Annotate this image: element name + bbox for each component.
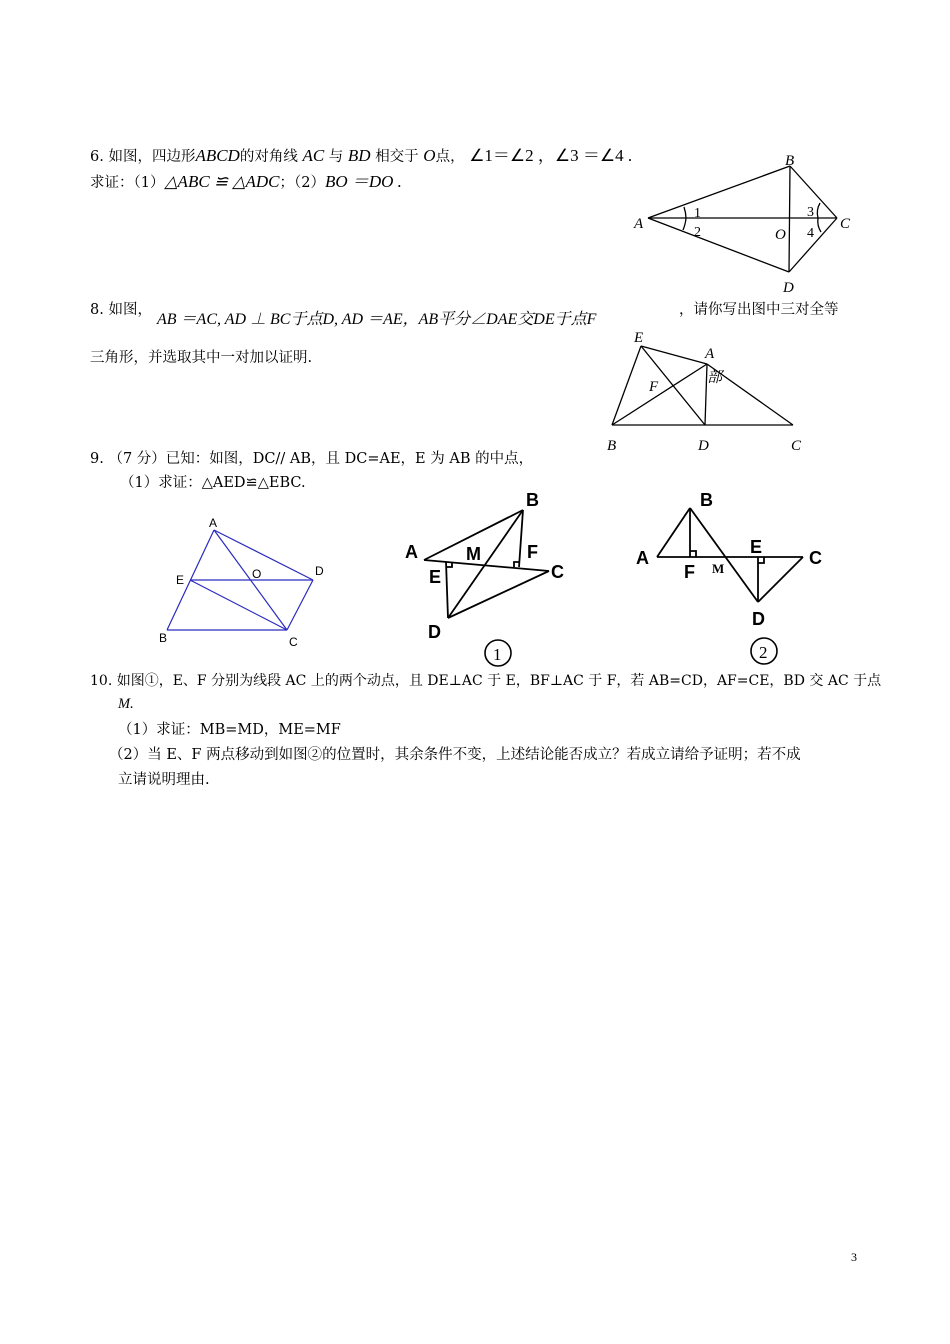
- fig10a-bf: [519, 510, 523, 567]
- q6-angles: ∠1＝∠2 ，∠3 ＝∠4 .: [469, 146, 633, 165]
- fig10b-label-a: A: [636, 548, 649, 568]
- fig6-ab: [648, 166, 790, 218]
- fig9-label-a: A: [209, 516, 218, 530]
- fig10b-ab: [657, 508, 690, 557]
- fig8-ea: [641, 346, 707, 364]
- q6-prefix: 6. 如图，四边形: [90, 149, 196, 165]
- q6-line2: [90, 172, 402, 193]
- q6-mid3: 点，: [435, 149, 465, 165]
- fig10a-label-m: M: [466, 544, 481, 564]
- fig10b-circle-label: 2: [759, 643, 768, 662]
- q6-yu: 与: [328, 149, 344, 165]
- fig8-label-f: F: [649, 379, 659, 395]
- fig10a-label-d: D: [428, 622, 441, 642]
- fig10a-label-f: F: [527, 542, 538, 562]
- q6-ac: AC: [302, 146, 325, 165]
- q9-line2: （1）求证：△AED≌△EBC.: [120, 475, 306, 491]
- fig6-label-2: 2: [694, 225, 701, 240]
- fig8-eb: [612, 346, 641, 425]
- fig10a-label-a: A: [405, 542, 418, 562]
- fig10a-de: [446, 562, 448, 618]
- fig10a-label-b: B: [526, 490, 539, 510]
- figure-9: [155, 510, 335, 650]
- fig8-label-d: D: [698, 438, 709, 454]
- fig6-label-4: 4: [807, 226, 814, 241]
- fig9-label-c: C: [289, 635, 298, 649]
- q10-line1b: M.: [118, 696, 134, 712]
- q10-line3: （2）当 E、F 两点移动到如图②的位置时，其余条件不变，上述结论能否成立？若成立请给予证明；若不成: [109, 747, 801, 763]
- q10-line1: 10. 如图①，E、F 分别为线段 AC 上的两个动点，且 DE⊥AC 于 E，BF⊥AC 于 F，若 AB=CD，AF=CE，BD 交 AC 于点: [90, 673, 882, 689]
- q8-suffix: ，请你写出图中三对全等: [679, 302, 839, 318]
- q8-line1: [90, 300, 152, 320]
- fig8-label-a: A: [705, 346, 715, 362]
- q6-mid1: 的对角线: [239, 149, 298, 165]
- q10-line4: 立请说明理由.: [118, 772, 210, 788]
- q6-o: O: [423, 146, 436, 165]
- fig9-dc: [287, 580, 313, 630]
- fig10b-label-f: F: [684, 562, 695, 582]
- fig10b-label-d: D: [752, 609, 765, 629]
- fig10a-label-c: C: [551, 562, 564, 582]
- fig8-label-b: B: [607, 438, 617, 454]
- fig6-arc-c2: [818, 218, 821, 232]
- q8-math: AB ＝AC, AD ⊥ BC于点D, AD ＝AE，AB平分∠DAE交DE于点F: [157, 311, 597, 328]
- fig9-label-e: E: [176, 573, 185, 587]
- fig10a-circle-label: 1: [493, 645, 502, 664]
- fig6-label-a: A: [634, 216, 644, 232]
- fig8-label-e: E: [634, 330, 644, 346]
- fig10b-label-m: M: [712, 561, 725, 576]
- fig6-label-d: D: [783, 280, 794, 296]
- fig6-label-c: C: [840, 216, 851, 232]
- fig6-arc-a2: [683, 218, 686, 230]
- q8-prefix: 8. 如图，: [90, 302, 152, 318]
- fig8-label-c: C: [791, 438, 802, 454]
- fig10b-label-e: E: [750, 537, 763, 557]
- q6-cong: △ABC ≌ △ADC: [164, 172, 280, 191]
- fig10b-bd: [690, 508, 758, 602]
- fig9-ad: [214, 530, 313, 580]
- fig9-ec: [190, 580, 287, 630]
- figure-8: [600, 325, 810, 455]
- q6-line2-prefix: 求证：（1）: [90, 175, 165, 191]
- fig10a-dc: [448, 571, 549, 618]
- fig10b-label-b: B: [700, 490, 713, 510]
- q6-mid2: 相交于: [375, 149, 419, 165]
- fig6-label-3: 3: [807, 205, 814, 220]
- fig6-arc-c1: [817, 203, 820, 218]
- q10-line2: （1）求证：MB=MD，ME=MF: [118, 722, 341, 738]
- q8-line2: 三角形，并选取其中一对加以证明.: [90, 350, 313, 366]
- q6-line2-mid: ；（2）: [279, 175, 325, 191]
- fig10b-right-angle-e: [758, 557, 764, 563]
- fig9-label-o: O: [252, 567, 262, 581]
- q6-line1: [90, 146, 632, 167]
- fig8-label-bu: 部: [707, 370, 723, 386]
- fig9-label-d: D: [315, 564, 324, 578]
- fig8-ba: [612, 364, 707, 425]
- q6-bodo: BO ＝DO .: [324, 172, 402, 191]
- q6-abcd: ABCD: [195, 146, 240, 165]
- fig6-label-1: 1: [694, 206, 701, 221]
- fig6-bd: [789, 166, 790, 272]
- fig6-label-o: O: [775, 227, 786, 243]
- fig6-label-b: B: [785, 153, 795, 169]
- q6-bd: BD: [347, 146, 371, 165]
- figure-10-1: [400, 488, 580, 673]
- fig10b-label-c: C: [809, 548, 822, 568]
- fig10a-label-e: E: [429, 567, 442, 587]
- figure-10-2: [630, 488, 830, 673]
- fig6-ad: [648, 218, 789, 272]
- page-number: 3: [851, 1250, 857, 1264]
- figure-6: [630, 150, 860, 295]
- q9-line1: 9. （7 分）已知：如图，DC// AB，且 DC=AE，E 为 AB 的中点，: [90, 451, 534, 467]
- fig6-arc-a1: [684, 207, 686, 218]
- fig9-label-b: B: [159, 631, 168, 645]
